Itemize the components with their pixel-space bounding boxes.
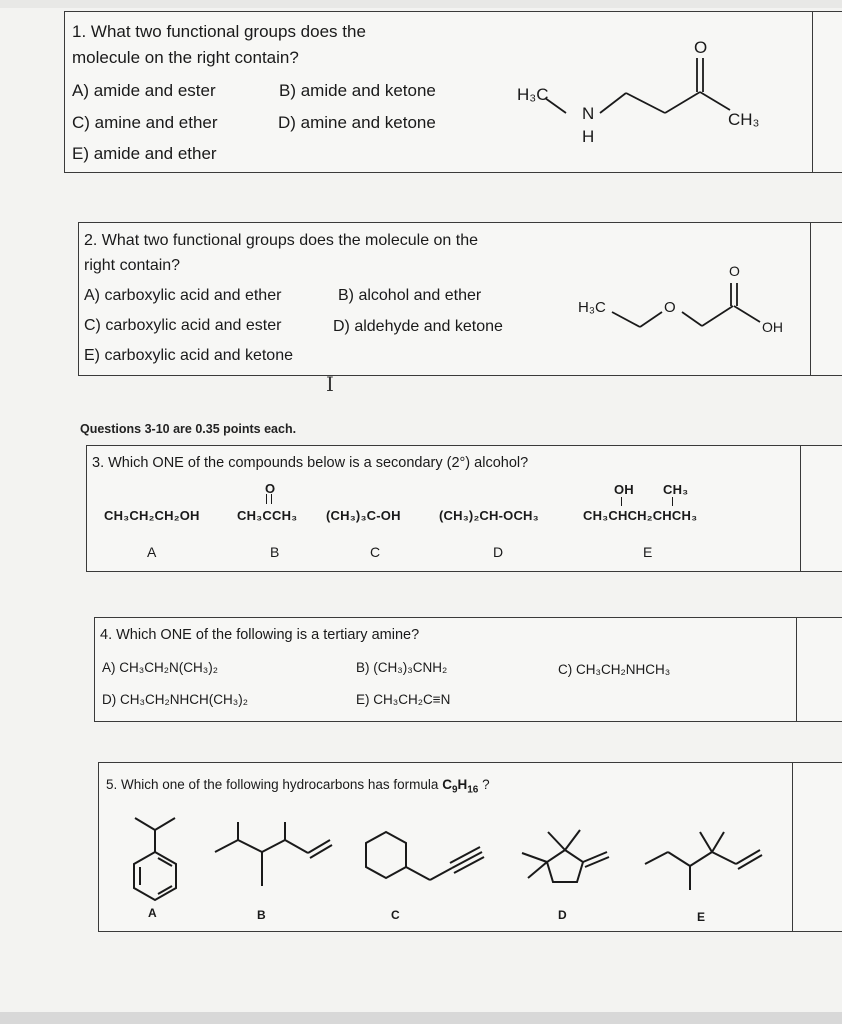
q5-c-ring (366, 832, 406, 878)
q5-formula-c-sub: 9 (451, 784, 458, 796)
q5-a-ring-double-3 (158, 858, 172, 866)
q5-structure-c (366, 832, 484, 880)
q5-letter-b[interactable]: B (257, 908, 266, 922)
q1-label-h3c: H₃C (517, 85, 549, 104)
q5-text-prefix: 5. Which one of the following hydrocarbons has formula (106, 777, 443, 792)
q5-structure-a (134, 818, 176, 900)
q5-b-double-2 (310, 845, 332, 858)
q4-option-e[interactable]: E) CH₃CH₂C≡N (356, 692, 451, 707)
q5-formula-c: C (442, 777, 452, 792)
q2-option-a[interactable]: A) carboxylic acid and ether (84, 287, 282, 304)
q2-text-line1: 2. What two functional groups does the molecule on the (84, 232, 479, 249)
q5-b-double-1 (308, 840, 330, 853)
q4-text: 4. Which ONE of the following is a tertiary amine? (100, 627, 420, 643)
q5-e-bond-4 (690, 852, 712, 866)
q3-text: 3. Which ONE of the compounds below is a secondary (2°) alcohol? (92, 455, 529, 471)
q1-label-ch3: CH₃ (728, 110, 760, 129)
q5-letter-c[interactable]: C (391, 908, 400, 922)
q3-compound-b-oxygen: O (265, 481, 276, 496)
q5-a-methyl-1 (135, 818, 155, 830)
q5-d-double-2 (585, 857, 609, 867)
q2-label-h3c: H₃C (578, 299, 606, 316)
q3-letter-b[interactable]: B (270, 544, 280, 560)
q1-option-e[interactable]: E) amide and ether (72, 144, 217, 163)
q2-text-line2: right contain? (84, 257, 181, 274)
q5-b-bond-7 (285, 840, 308, 853)
q5-c-bond-1 (406, 867, 430, 880)
q4-option-a[interactable]: A) CH₃CH₂N(CH₃)₂ (102, 660, 218, 675)
q5-letter-e[interactable]: E (697, 910, 706, 924)
q2-option-d[interactable]: D) aldehyde and ketone (333, 318, 503, 335)
q5-b-bond-1 (215, 840, 238, 852)
section-note: Questions 3-10 are 0.35 points each. (80, 422, 297, 436)
q5-b-bond-5 (262, 840, 285, 852)
q5-b-bond-3 (238, 840, 262, 852)
text-cursor-icon: I (326, 372, 334, 396)
q1-text-line2: molecule on the right contain? (72, 48, 299, 67)
q2-option-b[interactable]: B) alcohol and ether (338, 287, 482, 304)
q3-compound-e: CH₃CHCH₂CHCH₃ (583, 508, 698, 523)
q5-e-bond-7 (712, 852, 736, 864)
q5-a-ring-double-2 (158, 886, 172, 894)
q4-option-d[interactable]: D) CH₃CH₂NHCH(CH₃)₂ (102, 692, 248, 707)
q5-d-methyl-3 (548, 832, 565, 850)
q5-c-bond-2 (430, 868, 452, 880)
q5-d-double-1 (583, 852, 607, 862)
q5-d-methyl-4 (565, 830, 580, 850)
q5-a-methyl-2 (155, 818, 175, 830)
q5-d-ring (547, 850, 583, 882)
q5-letter-a[interactable]: A (148, 906, 157, 920)
q5-e-double-2 (738, 855, 762, 869)
q3-letter-c[interactable]: C (370, 544, 381, 560)
q3-compound-b: CH₃CCH₃ (237, 508, 298, 523)
q3-compound-a: CH₃CH₂CH₂OH (104, 508, 200, 523)
q3-compound-d: (CH₃)₂CH-OCH₃ (439, 508, 539, 523)
q4-option-b[interactable]: B) (CH₃)₃CNH₂ (356, 660, 448, 675)
q5-formula-h-sub: 16 (467, 784, 479, 796)
q3-compound-e-oh: OH (614, 482, 634, 497)
q2-option-c[interactable]: C) carboxylic acid and ester (84, 317, 282, 334)
q5-d-methyl-2 (528, 862, 547, 878)
q5-e-bond-2 (668, 852, 690, 866)
q1-label-o: O (694, 38, 708, 57)
q3-letter-a[interactable]: A (147, 544, 157, 560)
q5-structure-e (645, 832, 762, 890)
q2-label-o-carbonyl: O (729, 263, 740, 279)
q5-letter-d[interactable]: D (558, 908, 567, 922)
q4-option-c[interactable]: C) CH₃CH₂NHCH₃ (558, 662, 671, 677)
q5-e-bond-5 (700, 832, 712, 852)
q5-d-methyl-1 (522, 853, 547, 862)
q1-option-d[interactable]: D) amine and ketone (278, 113, 436, 132)
q5-e-double-1 (736, 850, 760, 864)
q3-letter-e[interactable]: E (643, 544, 653, 560)
q5-text-suffix: ? (478, 777, 490, 792)
q5-structure-b (215, 822, 332, 886)
q3-letter-d[interactable]: D (493, 544, 504, 560)
bottom-edge (0, 1012, 842, 1024)
q2-option-e[interactable]: E) carboxylic acid and ketone (84, 347, 293, 364)
q5-e-bond-6 (712, 832, 724, 852)
q1-label-h: H (582, 127, 595, 146)
q5-e-bond-1 (645, 852, 668, 864)
q1-option-b[interactable]: B) amide and ketone (279, 81, 436, 100)
q1-option-c[interactable]: C) amine and ether (72, 113, 218, 132)
q5-formula-h: H (457, 777, 468, 792)
q1-text-line1: 1. What two functional groups does the (72, 22, 366, 41)
q2-label-oh: OH (762, 319, 783, 335)
q1-label-n: N (582, 104, 595, 123)
q3-compound-c: (CH₃)₃C-OH (326, 508, 401, 523)
q5-structure-d (522, 830, 609, 882)
q2-label-o-ether: O (664, 299, 676, 316)
q3-compound-e-ch3: CH₃ (663, 482, 689, 497)
q1-option-a[interactable]: A) amide and ester (72, 81, 216, 100)
